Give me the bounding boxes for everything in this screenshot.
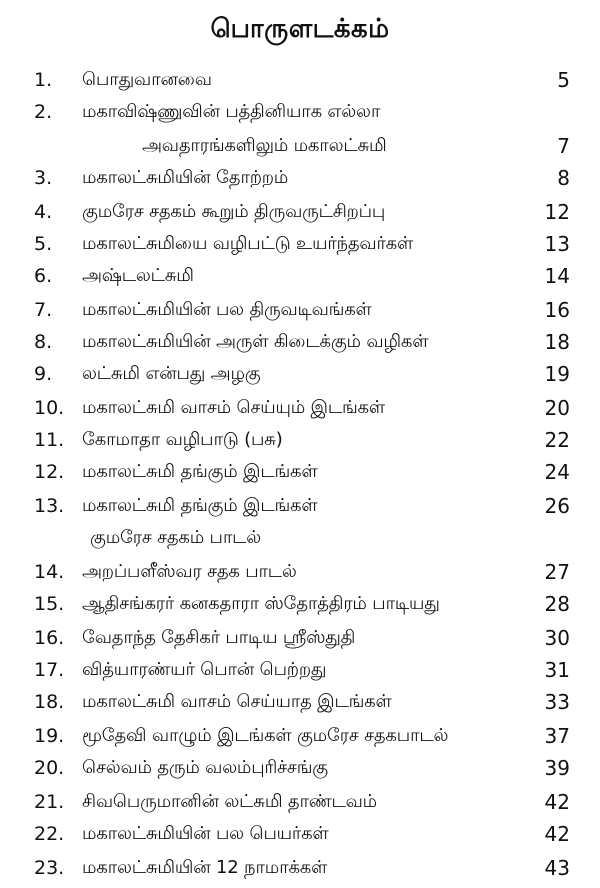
toc-entry-continuation [0,130,600,162]
toc-entry [0,294,600,326]
entry-number: 17. [34,659,65,681]
entry-number: 4. [34,201,53,223]
entry-page: 18 [544,330,570,354]
toc-entry [0,392,600,424]
entry-number: 10. [34,397,65,419]
entry-title: பொதுவானவை [82,69,212,90]
entry-page: 42 [544,822,570,846]
entry-title: மகாலட்சுமியின் பல பெயர்கள் [82,823,329,844]
entry-page: 43 [544,856,570,880]
toc-entry-continuation [0,522,600,554]
entry-number: 14. [34,561,65,583]
entry-number: 22. [34,823,65,845]
entry-number: 18. [34,691,65,713]
entry-title: மகாலட்சுமி தங்கும் இடங்கள் [82,495,318,516]
toc-entry [0,96,600,128]
toc-entry [0,786,600,818]
entry-number: 21. [34,791,65,813]
entry-title: லட்சுமி என்பது அழகு [82,363,261,384]
entry-page: 30 [544,626,570,650]
toc-entry [0,490,600,522]
entry-title: மகாலட்சுமியின் தோற்றம் [82,167,289,188]
toc-entry [0,196,600,228]
entry-number: 12. [34,461,65,483]
entry-title: மகாலட்சுமியின் அருள் கிடைக்கும் வழிகள் [82,331,429,352]
entry-number: 6. [34,265,53,287]
toc-entry [0,326,600,358]
toc-entry [0,64,600,96]
entry-title: மகாலட்சுமி வாசம் செய்யும் இடங்கள் [82,397,385,418]
entry-page: 26 [544,494,570,518]
entry-page: 13 [544,232,570,256]
entry-title: மகாலட்சுமி தங்கும் இடங்கள் [82,461,318,482]
toc-entry [0,720,600,752]
page-title: பொருளடக்கம் [210,14,390,44]
entry-page: 31 [544,658,570,682]
entry-number: 8. [34,331,53,353]
toc-entry [0,358,600,390]
toc-entry [0,654,600,686]
entry-number: 15. [34,593,65,615]
entry-page: 24 [544,460,570,484]
entry-title: மகாலட்சுமியை வழிபட்டு உயர்ந்தவர்கள் [82,233,414,254]
entry-number: 13. [34,495,65,517]
entry-number: 9. [34,363,53,385]
toc-entry [0,852,600,884]
entry-title: அவதாரங்களிலும் மகாலட்சுமி [142,135,387,156]
entry-page: 12 [544,200,570,224]
entry-title: மகாவிஷ்ணுவின் பத்தினியாக எல்லா [82,101,381,122]
entry-number: 3. [34,167,53,189]
entry-page: 20 [544,396,570,420]
entry-number: 23. [34,857,65,879]
entry-title: சிவபெருமானின் லட்சுமி தாண்டவம் [82,791,377,812]
entry-number: 2. [34,101,53,123]
entry-title: மகாலட்சுமியின் 12 நாமாக்கள் [82,857,328,878]
entry-page: 33 [544,690,570,714]
toc-entry [0,752,600,784]
toc-entry [0,424,600,456]
entry-title: கோமாதா வழிபாடு (பசு) [82,429,283,450]
entry-page: 37 [544,724,570,748]
entry-title: அஷ்டலட்சுமி [82,265,194,286]
toc-entry [0,228,600,260]
entry-number: 5. [34,233,53,255]
toc-entry [0,686,600,718]
entry-number: 20. [34,757,65,779]
toc-entry [0,588,600,620]
toc-entry [0,456,600,488]
entry-title: மகாலட்சுமி வாசம் செய்யாத இடங்கள் [82,691,392,712]
entry-title: செல்வம் தரும் வலம்புரிச்சங்கு [82,757,328,778]
entry-page: 39 [544,756,570,780]
entry-number: 19. [34,725,65,747]
entry-page: 16 [544,298,570,322]
entry-title: வித்யாரண்யர் பொன் பெற்றது [82,659,327,680]
entry-page: 22 [544,428,570,452]
toc-entry [0,556,600,588]
toc-entry [0,622,600,654]
toc-entry [0,260,600,292]
entry-number: 11. [34,429,65,451]
entry-number: 1. [34,69,53,91]
entry-title: மகாலட்சுமியின் பல திருவடிவங்கள் [82,299,372,320]
entry-page: 5 [557,68,570,92]
entry-page: 19 [544,362,570,386]
toc-entry [0,162,600,194]
entry-title: அறப்பளீஸ்வர சதக பாடல் [82,561,297,582]
entry-page: 8 [557,166,570,190]
toc-entry [0,818,600,850]
entry-title: ஆதிசங்கரர் கனகதாரா ஸ்தோத்திரம் பாடியது [82,593,440,614]
entry-page: 42 [544,790,570,814]
entry-page: 7 [557,134,570,158]
entry-title: குமரேச சதகம் கூறும் திருவருட்சிறப்பு [82,201,386,222]
entry-number: 7. [34,299,53,321]
entry-title: மூதேவி வாழும் இடங்கள் குமரேச சதகபாடல் [82,725,449,746]
entry-title: வேதாந்த தேசிகர் பாடிய ஸ்ரீஸ்துதி [82,627,356,648]
entry-page: 14 [544,264,570,288]
entry-number: 16. [34,627,65,649]
entry-page: 28 [544,592,570,616]
entry-title: குமரேச சதகம் பாடல் [90,527,262,548]
entry-page: 27 [544,560,570,584]
